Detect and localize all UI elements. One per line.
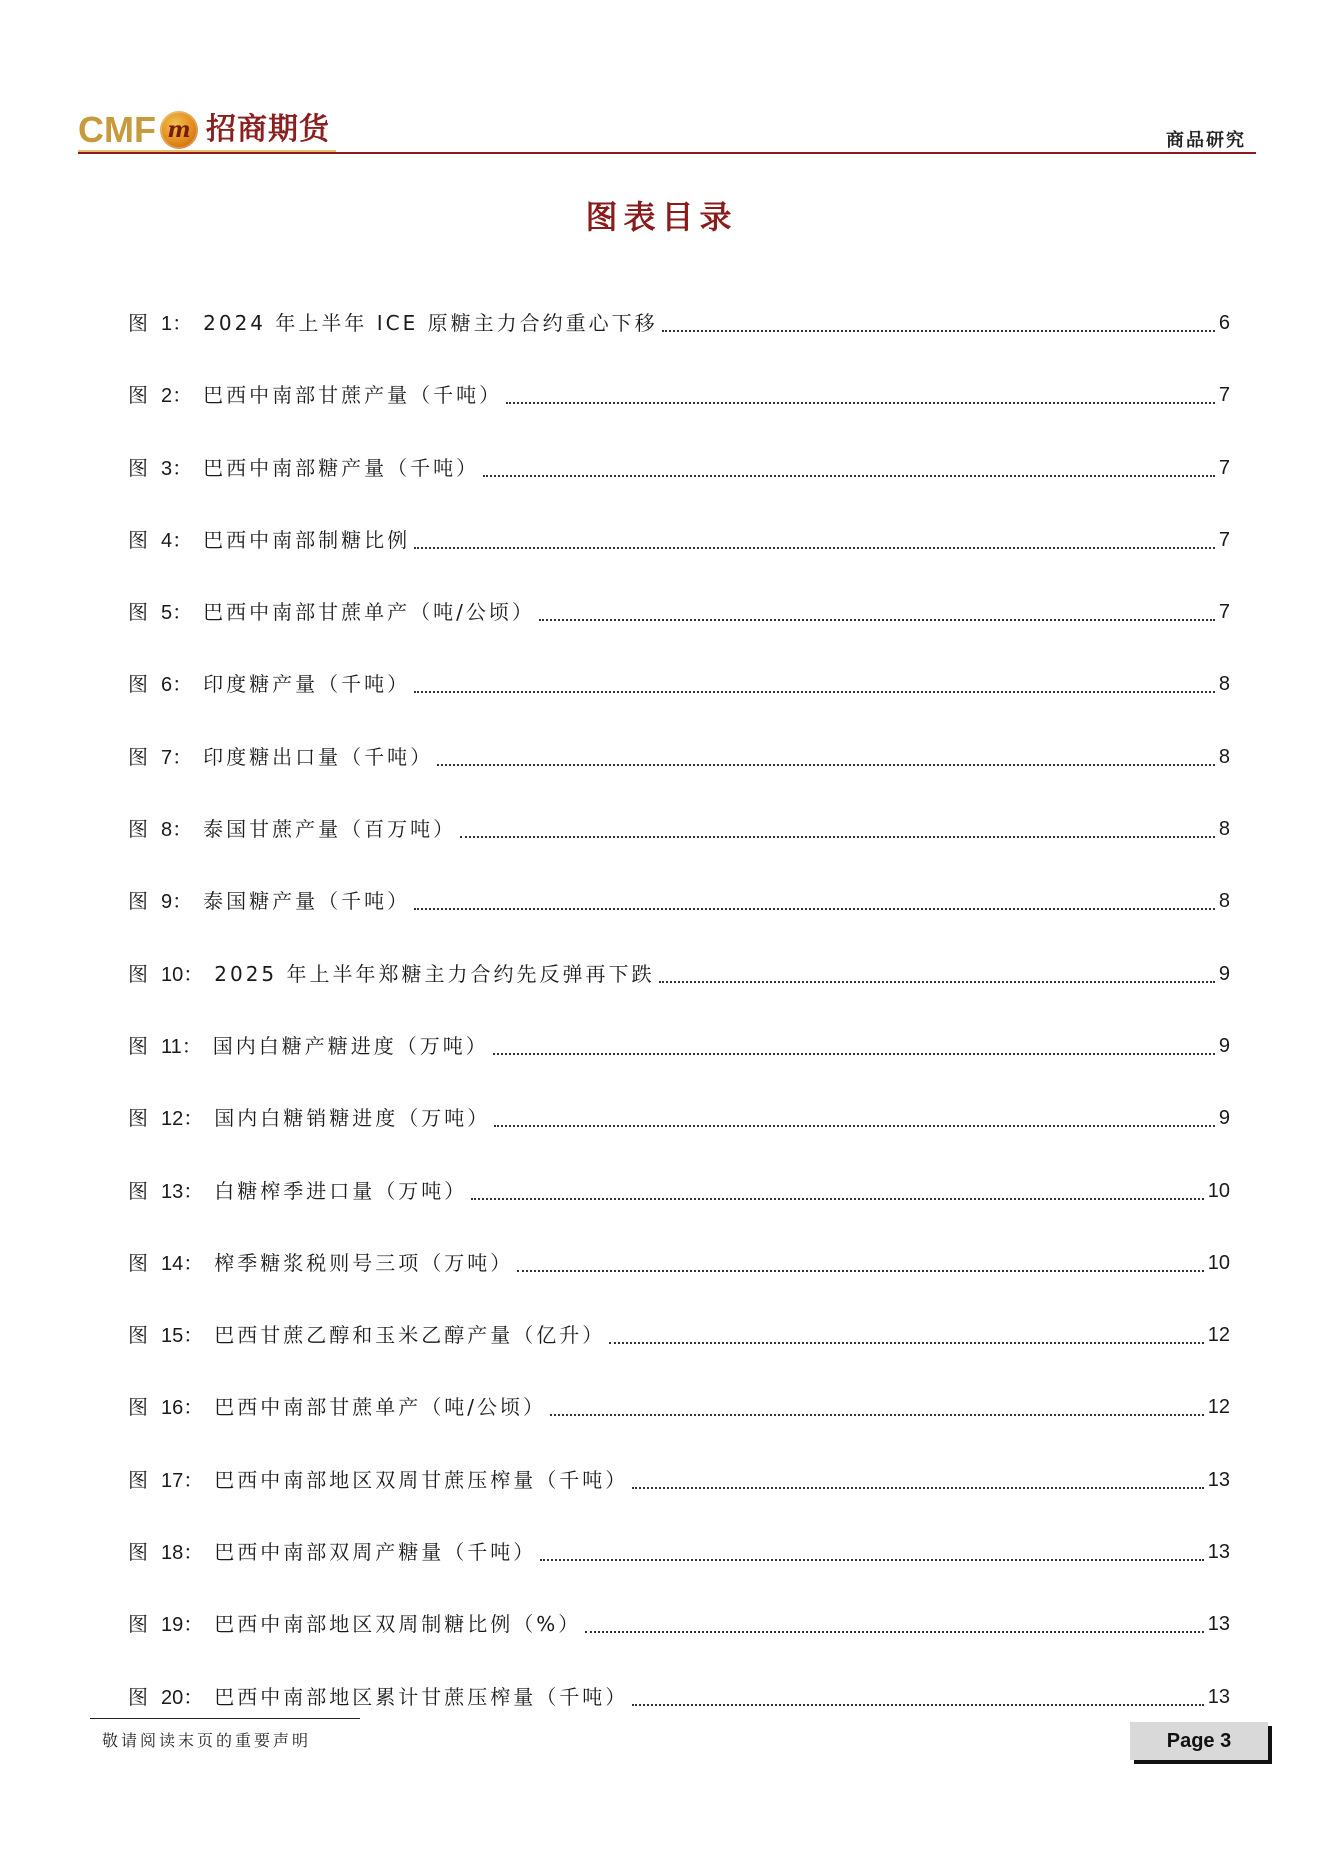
footer-divider [90, 1718, 360, 1719]
toc-entry[interactable] [128, 1103, 1230, 1175]
header-divider [78, 152, 1256, 154]
toc-figure-number: 10 [161, 963, 184, 986]
toc-page-number: 12 [1207, 1396, 1230, 1419]
toc-page-number: 7 [1218, 601, 1230, 624]
toc-entry-title: 国内白糖销糖进度（万吨） [214, 1106, 491, 1131]
toc-figure-word: 图 [128, 817, 151, 842]
toc-entry[interactable] [128, 1465, 1230, 1537]
toc-colon: ： [181, 1033, 205, 1058]
toc-page-number: 8 [1218, 745, 1230, 768]
toc-figure-word: 图 [128, 527, 151, 552]
toc-figure-word: 图 [128, 383, 151, 408]
toc-entry-label [128, 1031, 489, 1062]
toc-page-number: 7 [1218, 528, 1230, 551]
toc-entry-label [128, 1682, 628, 1713]
toc-dot-leader [414, 525, 1215, 549]
toc-entry-label [128, 669, 410, 700]
toc-entry-label [128, 814, 456, 845]
toc-figure-number: 8 [161, 819, 173, 842]
toc-dot-leader [632, 1682, 1204, 1706]
toc-entry-label [128, 959, 655, 990]
toc-page-number: 13 [1207, 1613, 1230, 1636]
toc-entry[interactable] [128, 1248, 1230, 1320]
toc-entry-label [128, 525, 410, 556]
toc-dot-leader [540, 1537, 1204, 1561]
toc-dot-leader [517, 1248, 1204, 1272]
toc-entry-title: 印度糖出口量（千吨） [203, 744, 434, 769]
toc-figure-word: 图 [128, 600, 151, 625]
toc-entry-title: 巴西中南部甘蔗产量（千吨） [203, 383, 503, 408]
toc-dot-leader [632, 1465, 1204, 1489]
toc-entry-label [128, 380, 502, 411]
toc-entry-title: 巴西中南部糖产量（千吨） [203, 455, 480, 480]
toc-page-number: 7 [1218, 456, 1230, 479]
toc-figure-word: 图 [128, 672, 151, 697]
toc-entry-title: 泰国甘蔗产量（百万吨） [203, 817, 457, 842]
toc-colon: ： [183, 1250, 207, 1275]
toc-figure-number: 15 [161, 1325, 184, 1348]
toc-entry-title: 巴西中南部双周产糖量（千吨） [214, 1540, 537, 1565]
toc-figure-number: 11 [161, 1035, 182, 1058]
toc-colon: ： [172, 600, 196, 625]
toc-figure-number: 7 [161, 746, 173, 769]
toc-entry-label [128, 308, 658, 339]
toc-page-number: 12 [1207, 1324, 1230, 1347]
toc-figure-word: 图 [128, 1178, 151, 1203]
toc-entry-title: 巴西甘蔗乙醇和玉米乙醇产量（亿升） [214, 1323, 606, 1348]
toc-dot-leader [585, 1609, 1203, 1633]
toc-figure-word: 图 [128, 1540, 151, 1565]
toc-entry-title: 国内白糖产糖进度（万吨） [212, 1033, 489, 1058]
toc-figure-word: 图 [128, 1467, 151, 1492]
toc-figure-number: 14 [161, 1252, 184, 1275]
toc-entry-label [128, 1248, 513, 1279]
toc-entry-label [128, 742, 433, 773]
toc-entry-title: 巴西中南部地区累计甘蔗压榨量（千吨） [214, 1684, 629, 1709]
toc-dot-leader [506, 380, 1215, 404]
toc-colon: ： [172, 672, 196, 697]
toc-page-number: 13 [1207, 1468, 1230, 1491]
toc-page-number: 9 [1218, 1107, 1230, 1130]
toc-entry-title: 巴西中南部甘蔗单产（吨/公顷） [214, 1395, 546, 1420]
toc-colon: ： [183, 1323, 207, 1348]
toc-figure-word: 图 [128, 1395, 151, 1420]
toc-colon: ： [183, 1395, 207, 1420]
toc-figure-word: 图 [128, 1612, 151, 1637]
toc-entry-title: 巴西中南部地区双周制糖比例（%） [214, 1612, 582, 1637]
company-logo [78, 106, 330, 154]
toc-entry[interactable] [128, 959, 1230, 1031]
toc-figure-word: 图 [128, 1684, 151, 1709]
toc-dot-leader [483, 453, 1215, 477]
logo-chinese-text: 招商期货 [205, 112, 330, 147]
toc-page-number: 8 [1218, 673, 1230, 696]
toc-figure-number: 12 [161, 1108, 184, 1131]
toc-entry-label [128, 1392, 546, 1423]
toc-dot-leader [539, 597, 1215, 621]
toc-entry-label [128, 1465, 628, 1496]
toc-figure-number: 4 [161, 529, 173, 552]
toc-dot-leader [659, 959, 1215, 983]
toc-entry-label [128, 453, 479, 484]
toc-figure-number: 2 [161, 385, 173, 408]
toc-entry[interactable] [128, 308, 1230, 380]
toc-entry-label [128, 1103, 490, 1134]
toc-dot-leader [414, 886, 1215, 910]
toc-entry[interactable] [128, 1609, 1230, 1681]
toc-dot-leader [550, 1392, 1204, 1416]
toc-entry-title: 印度糖产量（千吨） [203, 672, 411, 697]
logo-latin-text: CMF [78, 109, 156, 150]
toc-figure-word: 图 [128, 1323, 151, 1348]
toc-entry-title: 榨季糖浆税则号三项（万吨） [214, 1250, 514, 1275]
toc-figure-number: 3 [161, 457, 173, 480]
toc-figure-word: 图 [128, 889, 151, 914]
toc-entry-title: 白糖榨季进口量（万吨） [214, 1178, 468, 1203]
logo-badge-icon: m [160, 111, 198, 149]
toc-entry[interactable] [128, 453, 1230, 525]
toc-entry-label [128, 597, 535, 628]
toc-figure-word: 图 [128, 1250, 151, 1275]
toc-colon: ： [172, 744, 196, 769]
report-category: 商品研究 [1166, 130, 1246, 151]
toc-entry[interactable] [128, 1392, 1230, 1464]
toc-page-number: 10 [1207, 1251, 1230, 1274]
toc-colon: ： [183, 1178, 207, 1203]
toc-figure-word: 图 [128, 744, 151, 769]
page-header [78, 96, 1256, 154]
toc-colon: ： [183, 1467, 207, 1492]
toc-figure-number: 9 [161, 891, 173, 914]
toc-colon: ： [172, 817, 196, 842]
toc-entry-title: 巴西中南部甘蔗单产（吨/公顷） [203, 600, 535, 625]
toc-dot-leader [414, 669, 1215, 693]
toc-page-number: 9 [1218, 1034, 1230, 1057]
toc-entry[interactable] [128, 525, 1230, 597]
toc-entry[interactable] [128, 1537, 1230, 1609]
page-title: 图表目录 [585, 198, 738, 236]
toc-figure-number: 19 [161, 1614, 184, 1637]
toc-dot-leader [471, 1176, 1204, 1200]
toc-colon: ： [183, 1612, 207, 1637]
toc-page-number: 13 [1207, 1685, 1230, 1708]
toc-figure-number: 18 [161, 1542, 184, 1565]
table-of-figures [128, 308, 1230, 1754]
toc-entry-label [128, 1176, 467, 1207]
toc-entry-label [128, 1609, 581, 1640]
toc-figure-number: 17 [161, 1469, 184, 1492]
toc-entry[interactable] [128, 597, 1230, 669]
toc-entry[interactable] [128, 1320, 1230, 1392]
toc-page-number: 10 [1207, 1179, 1230, 1202]
toc-dot-leader [437, 742, 1215, 766]
toc-colon: ： [183, 961, 207, 986]
toc-figure-number: 6 [161, 674, 173, 697]
toc-colon: ： [183, 1540, 207, 1565]
toc-dot-leader [460, 814, 1215, 838]
toc-colon: ： [183, 1106, 207, 1131]
toc-entry[interactable] [128, 380, 1230, 452]
toc-entry-label [128, 1537, 536, 1568]
toc-entry-label [128, 1320, 605, 1351]
toc-entry-label [128, 886, 410, 917]
toc-page-number: 13 [1207, 1541, 1230, 1564]
toc-page-number: 6 [1218, 312, 1230, 334]
toc-entry[interactable] [128, 742, 1230, 814]
disclaimer-note: 敬请阅读末页的重要声明 [102, 1731, 312, 1750]
toc-page-number: 7 [1218, 384, 1230, 407]
toc-figure-word: 图 [128, 1106, 151, 1131]
toc-entry[interactable] [128, 1176, 1230, 1248]
toc-colon: ： [183, 1684, 207, 1709]
toc-dot-leader [494, 1103, 1215, 1127]
toc-colon: ： [172, 889, 196, 914]
toc-page-number: 8 [1218, 890, 1230, 913]
toc-dot-leader [493, 1031, 1215, 1055]
toc-entry-title: 巴西中南部制糖比例 [203, 527, 411, 552]
toc-page-number: 8 [1218, 818, 1230, 841]
toc-colon: ： [172, 311, 196, 335]
toc-dot-leader [662, 308, 1215, 332]
toc-entry-title: 泰国糖产量（千吨） [203, 889, 411, 914]
toc-colon: ： [172, 455, 196, 480]
toc-figure-word: 图 [128, 311, 151, 335]
toc-figure-word: 图 [128, 455, 151, 480]
toc-figure-number: 20 [161, 1686, 184, 1709]
toc-colon: ： [172, 383, 196, 408]
toc-figure-word: 图 [128, 1033, 151, 1058]
toc-page-number: 9 [1218, 962, 1230, 985]
toc-dot-leader [609, 1320, 1204, 1344]
toc-figure-number: 13 [161, 1180, 184, 1203]
toc-figure-word: 图 [128, 961, 151, 986]
toc-figure-number: 1 [161, 313, 173, 335]
toc-entry[interactable] [128, 669, 1230, 741]
toc-figure-number: 16 [161, 1397, 184, 1420]
toc-entry-title: 巴西中南部地区双周甘蔗压榨量（千吨） [214, 1467, 629, 1492]
toc-entry-title: 2025 年上半年郑糖主力合约先反弹再下跌 [214, 961, 655, 986]
toc-figure-number: 5 [161, 602, 173, 625]
toc-entry[interactable] [128, 886, 1230, 958]
toc-entry-title: 2024 年上半年 ICE 原糖主力合约重心下移 [203, 311, 658, 335]
page-number-badge: Page 3 [1130, 1722, 1268, 1760]
toc-entry[interactable] [128, 814, 1230, 886]
toc-entry[interactable] [128, 1031, 1230, 1103]
toc-colon: ： [172, 527, 196, 552]
